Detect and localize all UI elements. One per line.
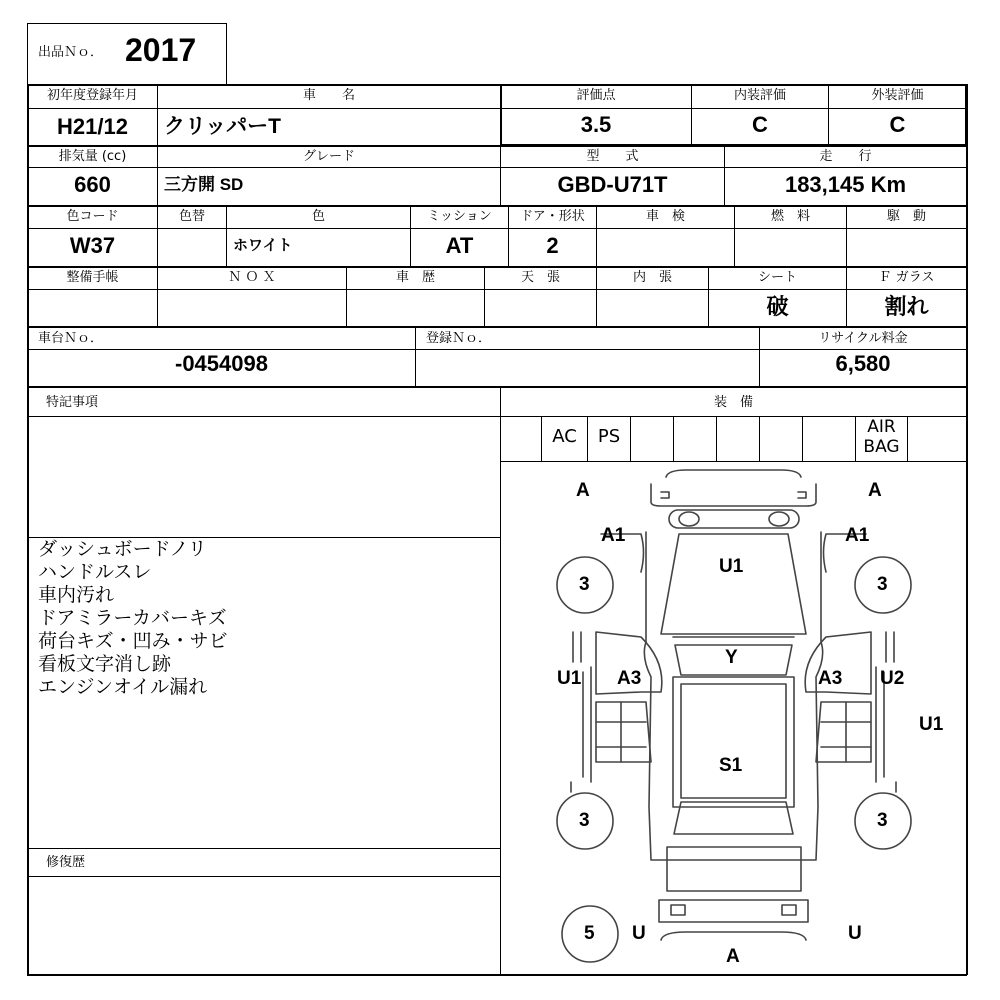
damage-mark: U	[848, 923, 862, 944]
notes-label: 特記事項	[46, 395, 99, 410]
drive-label: 駆 動	[886, 209, 926, 224]
door-value: 2	[546, 233, 559, 258]
equip-airbag: AIR BAG	[863, 417, 900, 457]
tire-rear-right-value: 3	[877, 810, 888, 831]
note-item: 車内汚れ	[38, 584, 115, 606]
damage-mark: A1	[845, 525, 870, 546]
history-label: 車 歴	[395, 270, 435, 285]
damage-mark: A	[576, 480, 590, 501]
inspection-label: 車 検	[645, 209, 685, 224]
glass-label: Ｆ ガラス	[878, 270, 935, 285]
glass-value: 割れ	[884, 294, 929, 319]
note-item: 看板文字消し跡	[38, 653, 172, 675]
tire-rear-left-value: 3	[579, 810, 590, 831]
equip-ac: AC	[552, 426, 577, 447]
damage-mark: A3	[818, 668, 843, 689]
damage-mark: A	[868, 480, 882, 501]
transmission-label: ミッション	[427, 209, 492, 224]
exterior-label: 外装評価	[871, 88, 924, 103]
car-name-value: クリッパーT	[164, 115, 281, 138]
chassis-label: 車台Ｎｏ．	[38, 331, 104, 346]
notes-list	[38, 538, 498, 699]
note-item: 荷台キズ・凹み・サビ	[38, 630, 228, 652]
tire-front-left-value: 3	[579, 574, 590, 595]
damage-mark: U1	[557, 668, 582, 689]
seat-label: シート	[757, 270, 797, 285]
color-value: ホワイト	[233, 237, 293, 254]
interior-value: C	[752, 112, 768, 137]
tire-spare-value: 5	[584, 923, 595, 944]
equip-ps: PS	[597, 426, 621, 447]
fuel-label: 燃 料	[770, 209, 810, 224]
model-label: 型 式	[586, 149, 639, 164]
first-reg-label: 初年度登録年月	[46, 88, 138, 103]
damage-mark: U1	[719, 556, 744, 577]
repaint-label: 色替	[178, 209, 205, 224]
lot-number-label: 出品Ｎｏ．	[38, 45, 104, 60]
exterior-value: C	[889, 112, 906, 137]
lot-number-value: 2017	[125, 32, 197, 68]
note-item: エンジンオイル漏れ	[38, 676, 208, 698]
mileage-value: 183,145 Km	[784, 172, 907, 197]
damage-mark: U	[632, 923, 646, 944]
repair-label: 修復歴	[46, 855, 86, 870]
first-reg-value: H21/12	[57, 114, 128, 139]
note-item: ダッシュボードノリ	[38, 538, 207, 560]
seat-value: 破	[766, 294, 789, 319]
door-label: ドア・形状	[520, 209, 585, 224]
damage-mark: U2	[880, 668, 905, 689]
nox-label: Ｎ Ｏ Ｘ	[228, 270, 276, 285]
transmission-value: AT	[445, 233, 474, 258]
recycle-label: リサイクル料金	[818, 331, 908, 346]
vehicle-diagram	[501, 462, 966, 974]
damage-mark: S1	[719, 755, 743, 776]
model-value: GBD-U71T	[557, 172, 668, 197]
color-code-value: W37	[69, 233, 116, 258]
mileage-label: 走 行	[819, 149, 872, 164]
damage-mark: A	[726, 946, 740, 967]
roof-label: 天 張	[520, 270, 560, 285]
interior-label: 内装評価	[733, 88, 786, 103]
note-item: ハンドルスレ	[38, 561, 152, 583]
lot-number-box	[27, 23, 227, 85]
damage-mark: U1	[919, 714, 944, 735]
record-label: 整備手帳	[66, 270, 119, 285]
score-value: 3.5	[580, 112, 612, 137]
equipment-label: 装 備	[713, 395, 753, 410]
note-item: ドアミラーカバーキズ	[38, 607, 227, 629]
score-label: 評価点	[576, 88, 616, 103]
damage-mark: A1	[601, 525, 626, 546]
equipment-grid	[501, 416, 966, 462]
grade-label: グレード	[302, 149, 355, 164]
color-label: 色	[311, 209, 325, 224]
grade-value: 三方開 SD	[164, 175, 244, 194]
color-code-label: 色コード	[66, 209, 119, 224]
registration-label: 登録Ｎｏ．	[426, 331, 492, 346]
damage-mark: Y	[725, 647, 738, 668]
displacement-label: 排気量 (cc)	[58, 149, 127, 164]
displacement-value: 660	[74, 172, 111, 197]
chassis-value: -0454098	[175, 351, 268, 376]
recycle-value: 6,580	[835, 351, 891, 376]
tire-front-right-value: 3	[877, 574, 888, 595]
lining-label: 内 張	[632, 270, 672, 285]
damage-mark: A3	[617, 668, 642, 689]
car-name-label: 車 名	[302, 88, 355, 103]
